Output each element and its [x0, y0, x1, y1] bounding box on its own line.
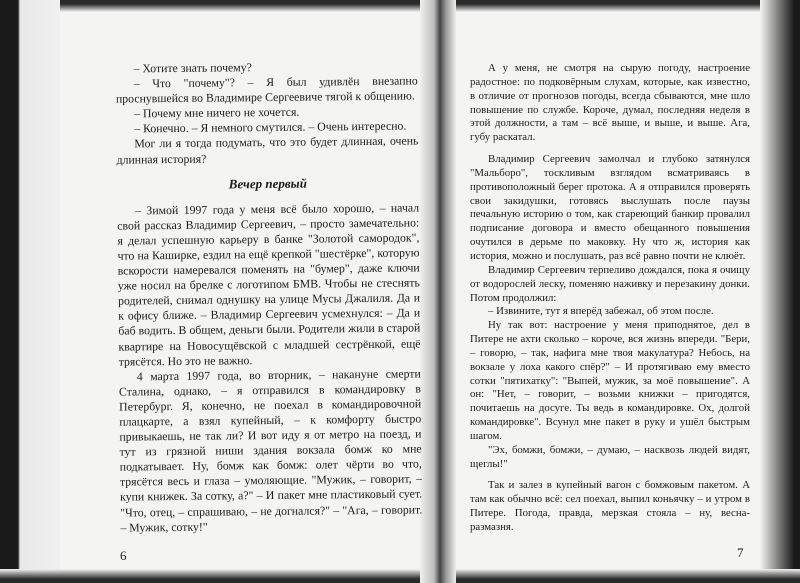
- page-number-right: 7: [737, 545, 744, 560]
- paragraph: "Эх, бомжи, бомжи, – думаю, – насквозь людей видят, щеглы!": [470, 443, 750, 470]
- chapter-title: Вечер первый: [228, 175, 307, 192]
- left-page: [116, 58, 423, 535]
- paragraph: Владимир Сергеевич терпеливо дождался, пока я очищу от водорослей леску, поменяю наживку и перезакину донки. Потом продолжил:: [470, 263, 750, 304]
- paragraph: Ну так вот: настроение у меня приподнятое, дел в Питере не ахти сколько – короче, вся жизнь впереди. "Бери, – говорю, – так, нафига мне твоя макулатура? Небось, на вокзале у лоха какого спёр?" – И протягиваю ему вместо сотки "пятихатку": "Выпей, мужик, за моё повышение". А он: "Нет, – говорит, – возьми книжки – пригодятся, почитаешь на досуге. Ты ведь в командировке. Ох, долгой командировке". Всунул мне пакет в руку и ушёл быстрым шагом.: [470, 319, 750, 442]
- paragraph: Мог ли я тогда подумать, что это будет длинная, очень длинная история?: [116, 133, 419, 167]
- paragraph: Владимир Сергеевич замолчал и глубоко затянулся "Мальборо", тоскливым взглядом всматриваясь в противоположный берег протока. А я отправился проверять свои закидушки, готовясь выслушать после паузы печальную историю о том, как стареющий банкир провалил подписание договора и вместо обещанного повышения очутился в дерьме по маковку. Ну что ж, история как история, можно и послушать, раз всё равно почти не клюёт.: [470, 153, 750, 262]
- scan-border-top: [0, 0, 800, 12]
- paragraph: А у меня, не смотря на сырую погоду, настроение радостное: по подковёрным слухам, которые, как известно, в отличие от прогнозов погоды, всегда сбываются, мне шло повышение по службе. Короче, думал, последняя неделя в этой должности, а там – всё выше, и выше, и выше. Ага, губу раскатал.: [470, 62, 750, 144]
- book-gutter: [420, 0, 456, 583]
- paragraph: – Хотите знать почему?: [133, 60, 252, 76]
- scan-border-left: [0, 0, 60, 583]
- page-number-left: 6: [120, 548, 127, 563]
- paragraph: – Что "почему"? – Я был удивлён внезапно проснувшейся во Владимире Сергеевиче тягой к общению.: [115, 73, 418, 106]
- paragraph: – Зимой 1997 года у меня всё было хорошо, – начал свой рассказ Владимир Сергеевич, – просто замечательно: я делал успешную карьеру в банке "Золотой самородок", что на Каширке, ездил на ещё крепкой "шестёрке", которую вскорости намеревался поменять на "бумер", даже ключи уже носил на брелке с логотипом БМВ. Чтобы не стеснять родителей, снимал однушку на улице Мусы Джалиля. Да и к офису ближе. – Владимир Сергеевич усмехнулся: – Да и баб водить. В общем, деньги были. Родители жили в старой квартире на Новосущёвской с младшей сестрёнкой, ещё трясётся. Но это не важно.: [117, 200, 421, 369]
- right-page: [470, 62, 750, 535]
- paragraph: 4 марта 1997 года, во вторник, – накануне смерти Сталина, однако, – я отправился в командировку в Петербург. Я, конечно, не поехал в командировочной плацкарте, а взял купейный, – к комфорту быстро привыкаешь, не так ли? И вот иду я от метро на поезд, и тут из грязной ниши здания вокзала бомж ко мне подкатывает. Ну, бомж как бомж: олет чёрти во что, трясётся весь и глаза – умоляющие. "Мужик, – говорит, – купи книжек. За сотку, а?" – И пакет мне пластиковый сует. "Что, отец, – спрашиваю, – не догнался?" – "Ага, – говорит. – Мужик, сотку!": [118, 366, 423, 535]
- scan-border-right: [760, 0, 800, 583]
- paragraph: – Конечно. – Я немного смутился. – Очень интересно.: [134, 118, 407, 136]
- paragraph: – Почему мне ничего не хочется.: [134, 104, 300, 121]
- scan-border-bottom: [0, 569, 800, 583]
- paragraph: Так и залез в купейный вагон с бомжовым пакетом. А там как обычно всё: сел поехал, выпил коньячку – и утром в Питере. Погода, правда, мерзкая стояла – ну, весна-размазня.: [470, 479, 750, 533]
- paragraph: – Извините, тут я вперёд забежал, об этом после.: [488, 305, 714, 318]
